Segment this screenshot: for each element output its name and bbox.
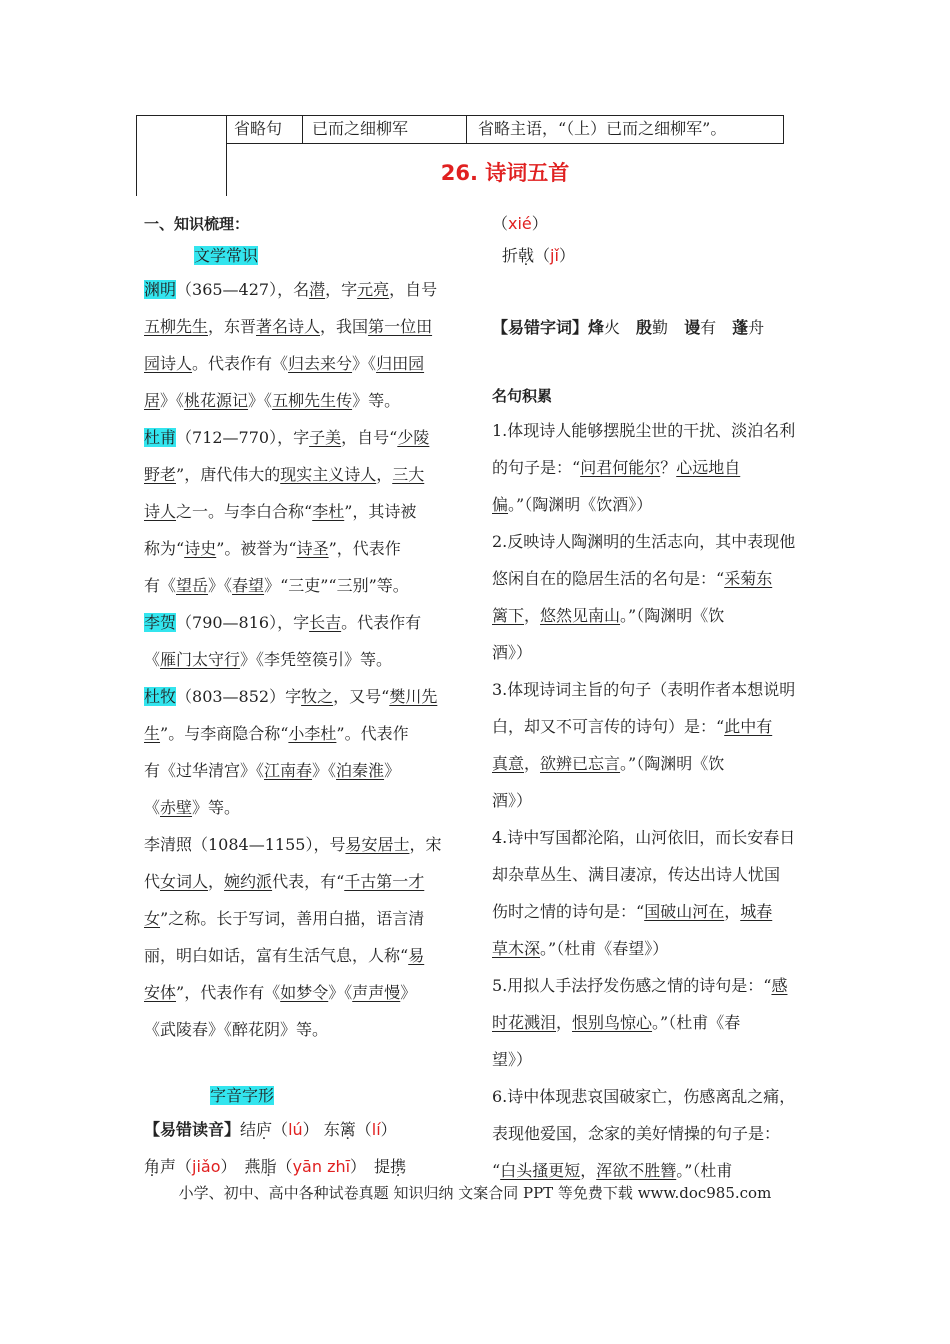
headline-label: 名句积累	[492, 387, 553, 405]
text-line: 【易错字词】烽火 殷勤 谩有 蓬舟	[492, 318, 765, 337]
text-line: 杜牧（803—852）字牧之，又号“樊川先	[144, 687, 438, 706]
sound-label: 字音字形	[210, 1086, 275, 1105]
text-line: 安体”，代表作有《如梦令》《声声慢》	[144, 983, 417, 1002]
text-line: 酒》）	[492, 791, 533, 810]
table-cell-type: 省略句	[234, 119, 283, 138]
text-line: 生”。与李商隐合称“小李杜”。代表作	[144, 724, 409, 743]
text-line: 李贺（790—816），字长吉。代表作有	[144, 613, 422, 632]
lit-label: 文学常识	[194, 246, 259, 265]
text-line: 有《望岳》《春望》“三吏”“三别”等。	[144, 576, 409, 595]
text-line: 渊明（365—427），名潜，字元亮，自号	[144, 280, 438, 299]
text-line: 伤时之情的诗句是：“国破山河在，城春	[492, 902, 773, 921]
text-line: 表现他爱国，念家的美好情操的句子是：	[492, 1124, 781, 1143]
text-line: 《赤壁》等。	[144, 798, 241, 817]
text-line: 却杂草丛生、满目凄凉，传达出诗人忧国	[492, 865, 781, 884]
text-line: 代女词人，婉约派代表，有“千古第一才	[144, 872, 425, 891]
text-line: 篱下，悠然见南山。”（陶渊明《饮	[492, 606, 725, 625]
text-line: 真意，欲辨已忘言。”（陶渊明《饮	[492, 754, 725, 773]
text-line: 诗人之一。与李白合称“李杜”，其诗被	[144, 502, 417, 521]
table-cell-note: 省略主语，“（上）已而之细柳军”。	[478, 119, 727, 138]
text-line: 的句子是：“问君何能尔？心远地自	[492, 458, 741, 477]
text-line: 酒》）	[492, 643, 533, 662]
text-line: 野老”，唐代伟大的现实主义诗人，三大	[144, 465, 425, 484]
text-line: 丽，明白如话，富有生活气息，人称“易	[144, 946, 425, 965]
text-line: 草木深。”（杜甫《春望》）	[492, 939, 669, 958]
text-line: 角声（jiǎo） 燕脂（yān zhī） 提携	[144, 1157, 407, 1176]
text-line: 有《过华清宫》《江南春》《泊秦淮》	[144, 761, 401, 780]
top-table	[136, 115, 784, 196]
lesson-title: 26. 诗词五首	[440, 161, 570, 185]
text-line: 偏。”（陶渊明《饮酒》）	[492, 495, 653, 514]
text-line: 悠闲自在的隐居生活的名句是：“采菊东	[492, 569, 773, 588]
text-line: 居》《桃花源记》《五柳先生传》等。	[144, 391, 401, 410]
text-line: 望》）	[492, 1050, 533, 1069]
text-line: “白头搔更短，浑欲不胜簪。”（杜甫	[492, 1161, 733, 1180]
text-line: 杜甫（712—770），字子美，自号“少陵	[144, 428, 430, 447]
text-line: 《武陵春》《醉花阴》等。	[144, 1020, 329, 1039]
text-line: 4.诗中写国都沦陷，山河依旧，而长安春日	[492, 828, 796, 847]
text-line: 李清照（1084—1155），号易安居士，宋	[144, 835, 442, 854]
text-line: 时花溅泪，恨别鸟惊心。”（杜甫《春	[492, 1013, 741, 1032]
text-line: 【易错读音】结庐（lú） 东篱（lí）	[144, 1120, 397, 1139]
text-line: 折戟（jǐ）	[502, 246, 575, 265]
text-line: 称为“诗史”。被誉为“诗圣”，代表作	[144, 539, 401, 558]
text-line: 白，却又不可言传的诗句）是：“此中有	[492, 717, 773, 736]
text-line: （xié）	[492, 214, 548, 233]
table-cell-example: 已而之细柳军	[312, 119, 409, 138]
section-heading: 一、知识梳理：	[144, 215, 250, 233]
text-line: 园诗人。代表作有《归去来兮》《归田园	[144, 354, 425, 373]
text-line: 《雁门太守行》《李凭箜篌引》等。	[144, 650, 393, 669]
text-line: 1.体现诗人能够摆脱尘世的干扰、淡泊名利	[492, 421, 796, 440]
text-line: 5.用拟人手法抒发伤感之情的诗句是：“感	[492, 976, 788, 995]
text-line: 五柳先生，东晋著名诗人，我国第一位田	[144, 317, 433, 336]
text-line: 女”之称。长于写词，善用白描，语言清	[144, 909, 425, 928]
footer: 小学、初中、高中各种试卷真题 知识归纳 文案合同 PPT 等免费下载 www.doc985.com	[178, 1184, 772, 1202]
text-line: 6.诗中体现悲哀国破家亡，伤感离乱之痛，	[492, 1087, 796, 1106]
text-line: 3.体现诗词主旨的句子（表明作者本想说明	[492, 680, 796, 699]
text-line: 2.反映诗人陶渊明的生活志向，其中表现他	[492, 532, 796, 551]
